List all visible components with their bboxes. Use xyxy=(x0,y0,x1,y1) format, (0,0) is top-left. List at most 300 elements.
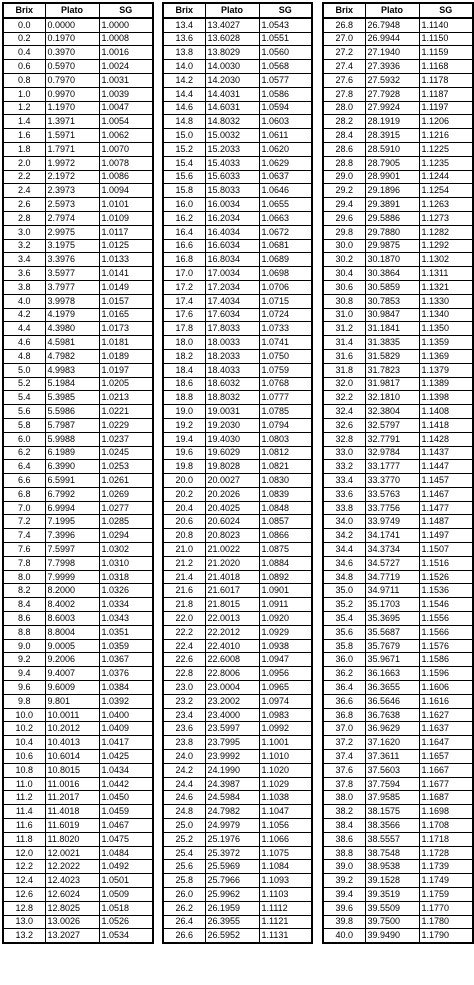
cell-plato: 34.5727 xyxy=(365,556,419,570)
cell-brix: 1.0 xyxy=(3,87,45,101)
cell-plato: 39.1528 xyxy=(365,874,419,888)
cell-sg: 1.0534 xyxy=(99,929,153,943)
cell-sg: 1.1647 xyxy=(419,736,473,750)
cell-brix: 8.8 xyxy=(3,625,45,639)
cell-sg: 1.1292 xyxy=(419,239,473,253)
table-row xyxy=(163,129,312,143)
cell-brix: 20.8 xyxy=(163,529,205,543)
cell-sg: 1.1477 xyxy=(419,501,473,515)
cell-brix: 18.4 xyxy=(163,363,205,377)
table-row xyxy=(163,750,312,764)
cell-sg: 1.0310 xyxy=(99,556,153,570)
table-row xyxy=(163,60,312,74)
cell-plato: 4.3980 xyxy=(45,322,99,336)
table-row xyxy=(3,418,153,432)
cell-sg: 1.0031 xyxy=(99,73,153,87)
cell-sg: 1.0253 xyxy=(99,460,153,474)
cell-sg: 1.0376 xyxy=(99,667,153,681)
cell-plato: 27.9924 xyxy=(365,101,419,115)
cell-sg: 1.1273 xyxy=(419,211,473,225)
table-row xyxy=(163,432,312,446)
table-row xyxy=(3,915,153,929)
cell-sg: 1.0929 xyxy=(259,625,312,639)
table-row xyxy=(163,501,312,515)
cell-plato: 18.6032 xyxy=(205,377,259,391)
cell-plato: 13.2027 xyxy=(45,929,99,943)
table-row xyxy=(323,750,473,764)
cell-sg: 1.1708 xyxy=(419,819,473,833)
cell-plato: 32.9784 xyxy=(365,446,419,460)
table-row xyxy=(163,515,312,529)
cell-sg: 1.0133 xyxy=(99,253,153,267)
table-row xyxy=(323,101,473,115)
cell-sg: 1.0777 xyxy=(259,391,312,405)
cell-sg: 1.0706 xyxy=(259,280,312,294)
cell-plato: 21.8015 xyxy=(205,598,259,612)
cell-brix: 38.8 xyxy=(323,846,365,860)
cell-plato: 11.2017 xyxy=(45,791,99,805)
cell-brix: 24.4 xyxy=(163,777,205,791)
table-row xyxy=(3,294,153,308)
table-row xyxy=(323,915,473,929)
cell-plato: 11.4018 xyxy=(45,805,99,819)
cell-brix: 22.4 xyxy=(163,639,205,653)
cell-brix: 17.8 xyxy=(163,322,205,336)
table-row xyxy=(323,556,473,570)
cell-brix: 27.8 xyxy=(323,87,365,101)
cell-sg: 1.0857 xyxy=(259,515,312,529)
cell-plato: 22.4010 xyxy=(205,639,259,653)
cell-sg: 1.0277 xyxy=(99,501,153,515)
table-row xyxy=(163,763,312,777)
table-row xyxy=(3,556,153,570)
cell-brix: 13.6 xyxy=(163,32,205,46)
cell-sg: 1.0892 xyxy=(259,570,312,584)
cell-brix: 37.4 xyxy=(323,750,365,764)
cell-plato: 28.1919 xyxy=(365,115,419,129)
table-row xyxy=(3,846,153,860)
cell-brix: 21.0 xyxy=(163,543,205,557)
cell-brix: 33.0 xyxy=(323,446,365,460)
cell-plato: 26.3955 xyxy=(205,915,259,929)
cell-sg: 1.1178 xyxy=(419,73,473,87)
table-row xyxy=(3,598,153,612)
cell-sg: 1.1790 xyxy=(419,929,473,943)
cell-brix: 28.6 xyxy=(323,142,365,156)
cell-brix: 10.4 xyxy=(3,736,45,750)
table-row xyxy=(323,73,473,87)
cell-sg: 1.1168 xyxy=(419,60,473,74)
cell-plato: 9.6009 xyxy=(45,681,99,695)
cell-sg: 1.0551 xyxy=(259,32,312,46)
cell-plato: 6.9994 xyxy=(45,501,99,515)
cell-sg: 1.0866 xyxy=(259,529,312,543)
cell-plato: 21.4018 xyxy=(205,570,259,584)
cell-sg: 1.1698 xyxy=(419,805,473,819)
table-row xyxy=(3,198,153,212)
cell-sg: 1.0620 xyxy=(259,142,312,156)
table-row xyxy=(163,391,312,405)
table-row xyxy=(3,722,153,736)
cell-plato: 19.6029 xyxy=(205,446,259,460)
cell-sg: 1.0392 xyxy=(99,694,153,708)
table-row xyxy=(323,722,473,736)
cell-sg: 1.0992 xyxy=(259,722,312,736)
cell-plato: 0.7970 xyxy=(45,73,99,87)
table-row xyxy=(323,667,473,681)
table-row xyxy=(323,253,473,267)
cell-brix: 24.6 xyxy=(163,791,205,805)
table-row xyxy=(3,73,153,87)
cell-sg: 1.0518 xyxy=(99,901,153,915)
cell-plato: 16.6034 xyxy=(205,239,259,253)
cell-plato: 16.2034 xyxy=(205,211,259,225)
cell-sg: 1.0794 xyxy=(259,418,312,432)
cell-sg: 1.1586 xyxy=(419,653,473,667)
table-row xyxy=(163,487,312,501)
table-row xyxy=(323,87,473,101)
cell-sg: 1.0698 xyxy=(259,267,312,281)
cell-brix: 32.4 xyxy=(323,405,365,419)
cell-sg: 1.0302 xyxy=(99,543,153,557)
cell-sg: 1.0803 xyxy=(259,432,312,446)
cell-sg: 1.1576 xyxy=(419,639,473,653)
cell-plato: 30.7853 xyxy=(365,294,419,308)
cell-plato: 11.0016 xyxy=(45,777,99,791)
cell-plato: 5.3985 xyxy=(45,391,99,405)
cell-plato: 22.8006 xyxy=(205,667,259,681)
cell-sg: 1.0637 xyxy=(259,170,312,184)
cell-sg: 1.1206 xyxy=(419,115,473,129)
cell-plato: 9.4007 xyxy=(45,667,99,681)
cell-brix: 22.0 xyxy=(163,612,205,626)
table-row xyxy=(163,598,312,612)
cell-sg: 1.1437 xyxy=(419,446,473,460)
cell-sg: 1.1001 xyxy=(259,736,312,750)
cell-sg: 1.1428 xyxy=(419,432,473,446)
cell-brix: 29.0 xyxy=(323,170,365,184)
cell-sg: 1.1311 xyxy=(419,267,473,281)
cell-brix: 5.4 xyxy=(3,391,45,405)
cell-plato: 21.0022 xyxy=(205,543,259,557)
cell-brix: 18.8 xyxy=(163,391,205,405)
table-row xyxy=(3,267,153,281)
cell-brix: 35.8 xyxy=(323,639,365,653)
cell-plato: 25.7966 xyxy=(205,874,259,888)
cell-brix: 21.6 xyxy=(163,584,205,598)
cell-brix: 5.8 xyxy=(3,418,45,432)
cell-brix: 0.0 xyxy=(3,18,45,32)
cell-sg: 1.0475 xyxy=(99,832,153,846)
table-row xyxy=(323,32,473,46)
table-row xyxy=(163,184,312,198)
cell-plato: 30.1870 xyxy=(365,253,419,267)
cell-plato: 9.2006 xyxy=(45,653,99,667)
cell-plato: 23.7995 xyxy=(205,736,259,750)
cell-brix: 35.4 xyxy=(323,612,365,626)
table-row xyxy=(323,156,473,170)
cell-plato: 3.7977 xyxy=(45,280,99,294)
table-row xyxy=(323,543,473,557)
cell-brix: 28.4 xyxy=(323,129,365,143)
cell-plato: 27.1940 xyxy=(365,46,419,60)
cell-sg: 1.1780 xyxy=(419,915,473,929)
cell-sg: 1.1507 xyxy=(419,543,473,557)
table-row xyxy=(3,142,153,156)
cell-plato: 6.1989 xyxy=(45,446,99,460)
cell-sg: 1.1546 xyxy=(419,598,473,612)
table-column-3 xyxy=(322,2,474,944)
cell-brix: 12.0 xyxy=(3,846,45,860)
cell-plato: 3.3976 xyxy=(45,253,99,267)
table-row xyxy=(163,336,312,350)
cell-plato: 11.8020 xyxy=(45,832,99,846)
table-row xyxy=(3,336,153,350)
cell-sg: 1.0434 xyxy=(99,763,153,777)
table-row xyxy=(163,156,312,170)
cell-sg: 1.1350 xyxy=(419,322,473,336)
cell-sg: 1.1718 xyxy=(419,832,473,846)
cell-brix: 32.0 xyxy=(323,377,365,391)
cell-sg: 1.0467 xyxy=(99,819,153,833)
cell-brix: 7.8 xyxy=(3,556,45,570)
table-row xyxy=(163,267,312,281)
cell-sg: 1.0848 xyxy=(259,501,312,515)
table-row xyxy=(3,211,153,225)
table-row xyxy=(163,418,312,432)
cell-plato: 14.6031 xyxy=(205,101,259,115)
table-row xyxy=(163,529,312,543)
table-row xyxy=(323,142,473,156)
table-row xyxy=(163,777,312,791)
cell-plato: 36.5646 xyxy=(365,694,419,708)
cell-plato: 7.5997 xyxy=(45,543,99,557)
cell-plato: 17.2034 xyxy=(205,280,259,294)
cell-brix: 0.6 xyxy=(3,60,45,74)
cell-brix: 38.6 xyxy=(323,832,365,846)
cell-brix: 9.6 xyxy=(3,681,45,695)
cell-brix: 7.0 xyxy=(3,501,45,515)
cell-sg: 1.1536 xyxy=(419,584,473,598)
cell-sg: 1.1330 xyxy=(419,294,473,308)
table-row xyxy=(323,694,473,708)
cell-plato: 25.3972 xyxy=(205,846,259,860)
cell-plato: 4.5981 xyxy=(45,336,99,350)
cell-sg: 1.0875 xyxy=(259,543,312,557)
cell-sg: 1.1112 xyxy=(259,901,312,915)
table-row xyxy=(163,225,312,239)
table-row xyxy=(3,322,153,336)
table-row xyxy=(3,308,153,322)
cell-plato: 39.3519 xyxy=(365,888,419,902)
table-row xyxy=(163,846,312,860)
cell-plato: 18.2033 xyxy=(205,349,259,363)
cell-plato: 26.5952 xyxy=(205,929,259,943)
table-row xyxy=(323,129,473,143)
cell-plato: 24.1990 xyxy=(205,763,259,777)
table-row xyxy=(163,625,312,639)
cell-brix: 6.0 xyxy=(3,432,45,446)
cell-brix: 38.0 xyxy=(323,791,365,805)
table-row xyxy=(3,225,153,239)
cell-plato: 0.3970 xyxy=(45,46,99,60)
cell-sg: 1.1606 xyxy=(419,681,473,695)
table-row xyxy=(3,570,153,584)
cell-plato: 28.7905 xyxy=(365,156,419,170)
cell-sg: 1.1225 xyxy=(419,142,473,156)
cell-sg: 1.1140 xyxy=(419,18,473,32)
cell-plato: 36.3655 xyxy=(365,681,419,695)
cell-brix: 13.4 xyxy=(163,18,205,32)
cell-plato: 12.2022 xyxy=(45,860,99,874)
table-row xyxy=(163,115,312,129)
cell-sg: 1.1369 xyxy=(419,349,473,363)
cell-brix: 17.2 xyxy=(163,280,205,294)
header-brix: Brix xyxy=(3,3,45,18)
cell-sg: 1.0611 xyxy=(259,129,312,143)
table-row xyxy=(163,667,312,681)
cell-plato: 34.3734 xyxy=(365,543,419,557)
cell-brix: 34.8 xyxy=(323,570,365,584)
cell-brix: 27.6 xyxy=(323,73,365,87)
cell-brix: 23.2 xyxy=(163,694,205,708)
table-row xyxy=(323,487,473,501)
cell-brix: 13.0 xyxy=(3,915,45,929)
table-header-row xyxy=(323,3,473,18)
cell-plato: 20.6024 xyxy=(205,515,259,529)
cell-plato: 12.8025 xyxy=(45,901,99,915)
cell-brix: 31.8 xyxy=(323,363,365,377)
table-row xyxy=(323,708,473,722)
cell-brix: 14.8 xyxy=(163,115,205,129)
cell-plato: 39.9490 xyxy=(365,929,419,943)
cell-brix: 1.6 xyxy=(3,129,45,143)
table-row xyxy=(163,474,312,488)
cell-sg: 1.1340 xyxy=(419,308,473,322)
cell-brix: 17.6 xyxy=(163,308,205,322)
cell-sg: 1.0724 xyxy=(259,308,312,322)
cell-plato: 29.1896 xyxy=(365,184,419,198)
cell-brix: 2.8 xyxy=(3,211,45,225)
cell-brix: 2.6 xyxy=(3,198,45,212)
cell-brix: 13.8 xyxy=(163,46,205,60)
cell-brix: 0.2 xyxy=(3,32,45,46)
table-row xyxy=(3,239,153,253)
cell-brix: 26.2 xyxy=(163,901,205,915)
cell-brix: 36.4 xyxy=(323,681,365,695)
cell-plato: 2.1972 xyxy=(45,170,99,184)
cell-plato: 1.3971 xyxy=(45,115,99,129)
table-row xyxy=(3,805,153,819)
cell-brix: 19.4 xyxy=(163,432,205,446)
cell-sg: 1.0016 xyxy=(99,46,153,60)
cell-brix: 22.6 xyxy=(163,653,205,667)
cell-brix: 9.4 xyxy=(3,667,45,681)
cell-sg: 1.1321 xyxy=(419,280,473,294)
table-row xyxy=(3,929,153,943)
cell-brix: 9.0 xyxy=(3,639,45,653)
cell-sg: 1.1066 xyxy=(259,832,312,846)
cell-plato: 19.4030 xyxy=(205,432,259,446)
cell-brix: 39.8 xyxy=(323,915,365,929)
cell-sg: 1.1749 xyxy=(419,874,473,888)
cell-plato: 37.9585 xyxy=(365,791,419,805)
cell-sg: 1.0947 xyxy=(259,653,312,667)
cell-brix: 33.6 xyxy=(323,487,365,501)
cell-brix: 19.0 xyxy=(163,405,205,419)
cell-sg: 1.1566 xyxy=(419,625,473,639)
cell-sg: 1.1244 xyxy=(419,170,473,184)
cell-sg: 1.0501 xyxy=(99,874,153,888)
cell-brix: 3.6 xyxy=(3,267,45,281)
cell-brix: 3.4 xyxy=(3,253,45,267)
cell-plato: 18.8032 xyxy=(205,391,259,405)
table-row xyxy=(163,860,312,874)
cell-plato: 14.4031 xyxy=(205,87,259,101)
cell-brix: 20.0 xyxy=(163,474,205,488)
cell-brix: 10.6 xyxy=(3,750,45,764)
table-row xyxy=(163,46,312,60)
table-row xyxy=(163,308,312,322)
cell-brix: 37.0 xyxy=(323,722,365,736)
cell-sg: 1.0492 xyxy=(99,860,153,874)
cell-sg: 1.0543 xyxy=(259,18,312,32)
table-row xyxy=(323,349,473,363)
cell-brix: 32.8 xyxy=(323,432,365,446)
cell-plato: 16.8034 xyxy=(205,253,259,267)
cell-sg: 1.0294 xyxy=(99,529,153,543)
table-row xyxy=(3,681,153,695)
cell-sg: 1.0269 xyxy=(99,487,153,501)
cell-brix: 7.4 xyxy=(3,529,45,543)
cell-brix: 23.8 xyxy=(163,736,205,750)
cell-brix: 4.4 xyxy=(3,322,45,336)
cell-sg: 1.0901 xyxy=(259,584,312,598)
cell-sg: 1.0484 xyxy=(99,846,153,860)
table-row xyxy=(163,832,312,846)
cell-brix: 8.2 xyxy=(3,584,45,598)
cell-brix: 0.4 xyxy=(3,46,45,60)
table-row xyxy=(323,888,473,902)
cell-plato: 27.3936 xyxy=(365,60,419,74)
cell-plato: 30.9847 xyxy=(365,308,419,322)
table-row xyxy=(163,874,312,888)
table-row xyxy=(323,460,473,474)
table-row xyxy=(323,432,473,446)
table-row xyxy=(163,556,312,570)
table-row xyxy=(163,294,312,308)
table-row xyxy=(163,543,312,557)
table-row xyxy=(323,170,473,184)
cell-plato: 26.7948 xyxy=(365,18,419,32)
table-row xyxy=(3,460,153,474)
table-row xyxy=(3,763,153,777)
table-row xyxy=(3,474,153,488)
table-row xyxy=(323,46,473,60)
table-row xyxy=(3,501,153,515)
cell-brix: 33.4 xyxy=(323,474,365,488)
table-row xyxy=(163,708,312,722)
cell-sg: 1.0911 xyxy=(259,598,312,612)
cell-brix: 1.4 xyxy=(3,115,45,129)
table-row xyxy=(323,860,473,874)
cell-sg: 1.1556 xyxy=(419,612,473,626)
cell-plato: 12.0021 xyxy=(45,846,99,860)
table-row xyxy=(323,736,473,750)
cell-sg: 1.1739 xyxy=(419,860,473,874)
table-row xyxy=(323,501,473,515)
cell-brix: 29.4 xyxy=(323,198,365,212)
